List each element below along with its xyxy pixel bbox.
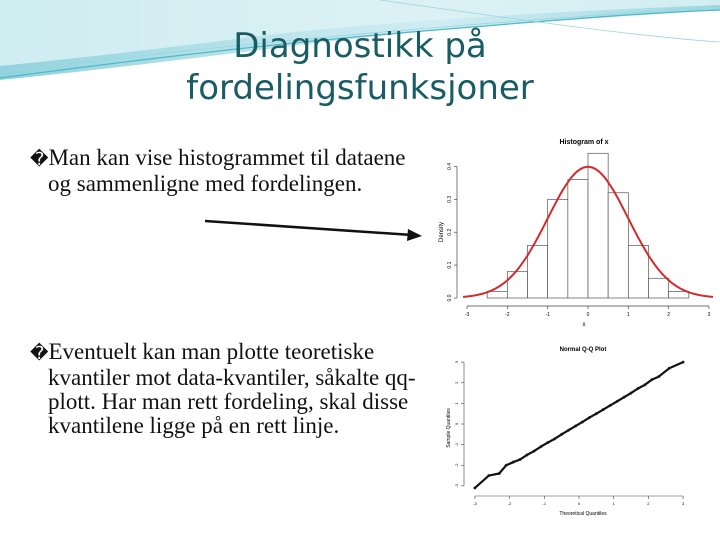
y-tick-label: 0 bbox=[454, 422, 459, 426]
chart-title: Normal Q-Q Plot bbox=[559, 347, 607, 353]
x-tick-label: -2 bbox=[507, 501, 512, 506]
histogram-bar bbox=[507, 272, 527, 298]
y-tick-label: 0.2 bbox=[447, 228, 453, 236]
chart-title: Histogram of x bbox=[559, 139, 609, 146]
pointer-arrow bbox=[200, 205, 430, 245]
bullet-marker: � bbox=[30, 149, 49, 170]
y-tick-label: -2 bbox=[454, 463, 459, 468]
histogram-chart bbox=[433, 128, 720, 328]
histogram-bar bbox=[487, 291, 507, 298]
x-tick-label: 2 bbox=[647, 501, 650, 506]
y-tick-label: -1 bbox=[454, 442, 459, 447]
x-axis-label: Theoretical Quantiles bbox=[559, 511, 607, 517]
x-tick-label: -1 bbox=[542, 501, 547, 506]
y-tick-label: 0.1 bbox=[447, 261, 453, 269]
histogram-bar bbox=[528, 245, 548, 298]
histogram-bar bbox=[669, 291, 689, 298]
y-tick-label: 0.3 bbox=[447, 195, 453, 203]
x-tick-label: -1 bbox=[545, 312, 550, 318]
x-tick-label: -2 bbox=[505, 312, 510, 318]
x-tick-label: 1 bbox=[612, 501, 615, 506]
bullet-histogram bbox=[30, 146, 430, 196]
bullet-marker: � bbox=[30, 343, 49, 364]
y-tick-label: 2 bbox=[454, 381, 459, 384]
histogram-bar bbox=[608, 193, 628, 298]
bullet-text: Man kan vise histogrammet til dataene og sammenligne med fordelingen. bbox=[48, 145, 406, 196]
y-tick-label: 0.0 bbox=[447, 294, 453, 302]
y-tick-label: 1 bbox=[454, 402, 459, 405]
y-tick-label: -3 bbox=[454, 484, 459, 488]
slide-title: Diagnostikk på fordelingsfunksjoner bbox=[186, 26, 534, 108]
x-tick-label: -3 bbox=[464, 312, 470, 318]
y-tick-label: 3 bbox=[454, 361, 459, 364]
x-tick-label: 3 bbox=[707, 312, 711, 318]
histogram-bar bbox=[568, 180, 588, 298]
bullet-text: Eventuelt kan man plotte teoretiske kvantiler mot data-kvantiler, såkalte qq-plott. Har man rett fordeling, skal disse kvantilene ligge på en rett linje. bbox=[48, 339, 416, 438]
bullet-qq-plot bbox=[30, 340, 430, 438]
y-tick-label: 0.4 bbox=[447, 162, 453, 170]
histogram-bar bbox=[588, 153, 608, 298]
y-axis-label: Density bbox=[439, 221, 445, 243]
y-axis-label: Sample Quantiles bbox=[446, 408, 452, 448]
histogram-bar bbox=[648, 278, 668, 298]
qq-plot-chart bbox=[440, 340, 720, 520]
x-tick-label: -3 bbox=[473, 501, 477, 506]
histogram-bar bbox=[628, 245, 648, 298]
x-axis-label: x bbox=[582, 322, 586, 328]
x-tick-label: 0 bbox=[577, 501, 581, 506]
x-tick-label: 1 bbox=[626, 312, 630, 318]
x-tick-label: 3 bbox=[681, 501, 685, 506]
x-tick-label: 2 bbox=[667, 312, 671, 318]
x-tick-label: 0 bbox=[586, 312, 590, 318]
